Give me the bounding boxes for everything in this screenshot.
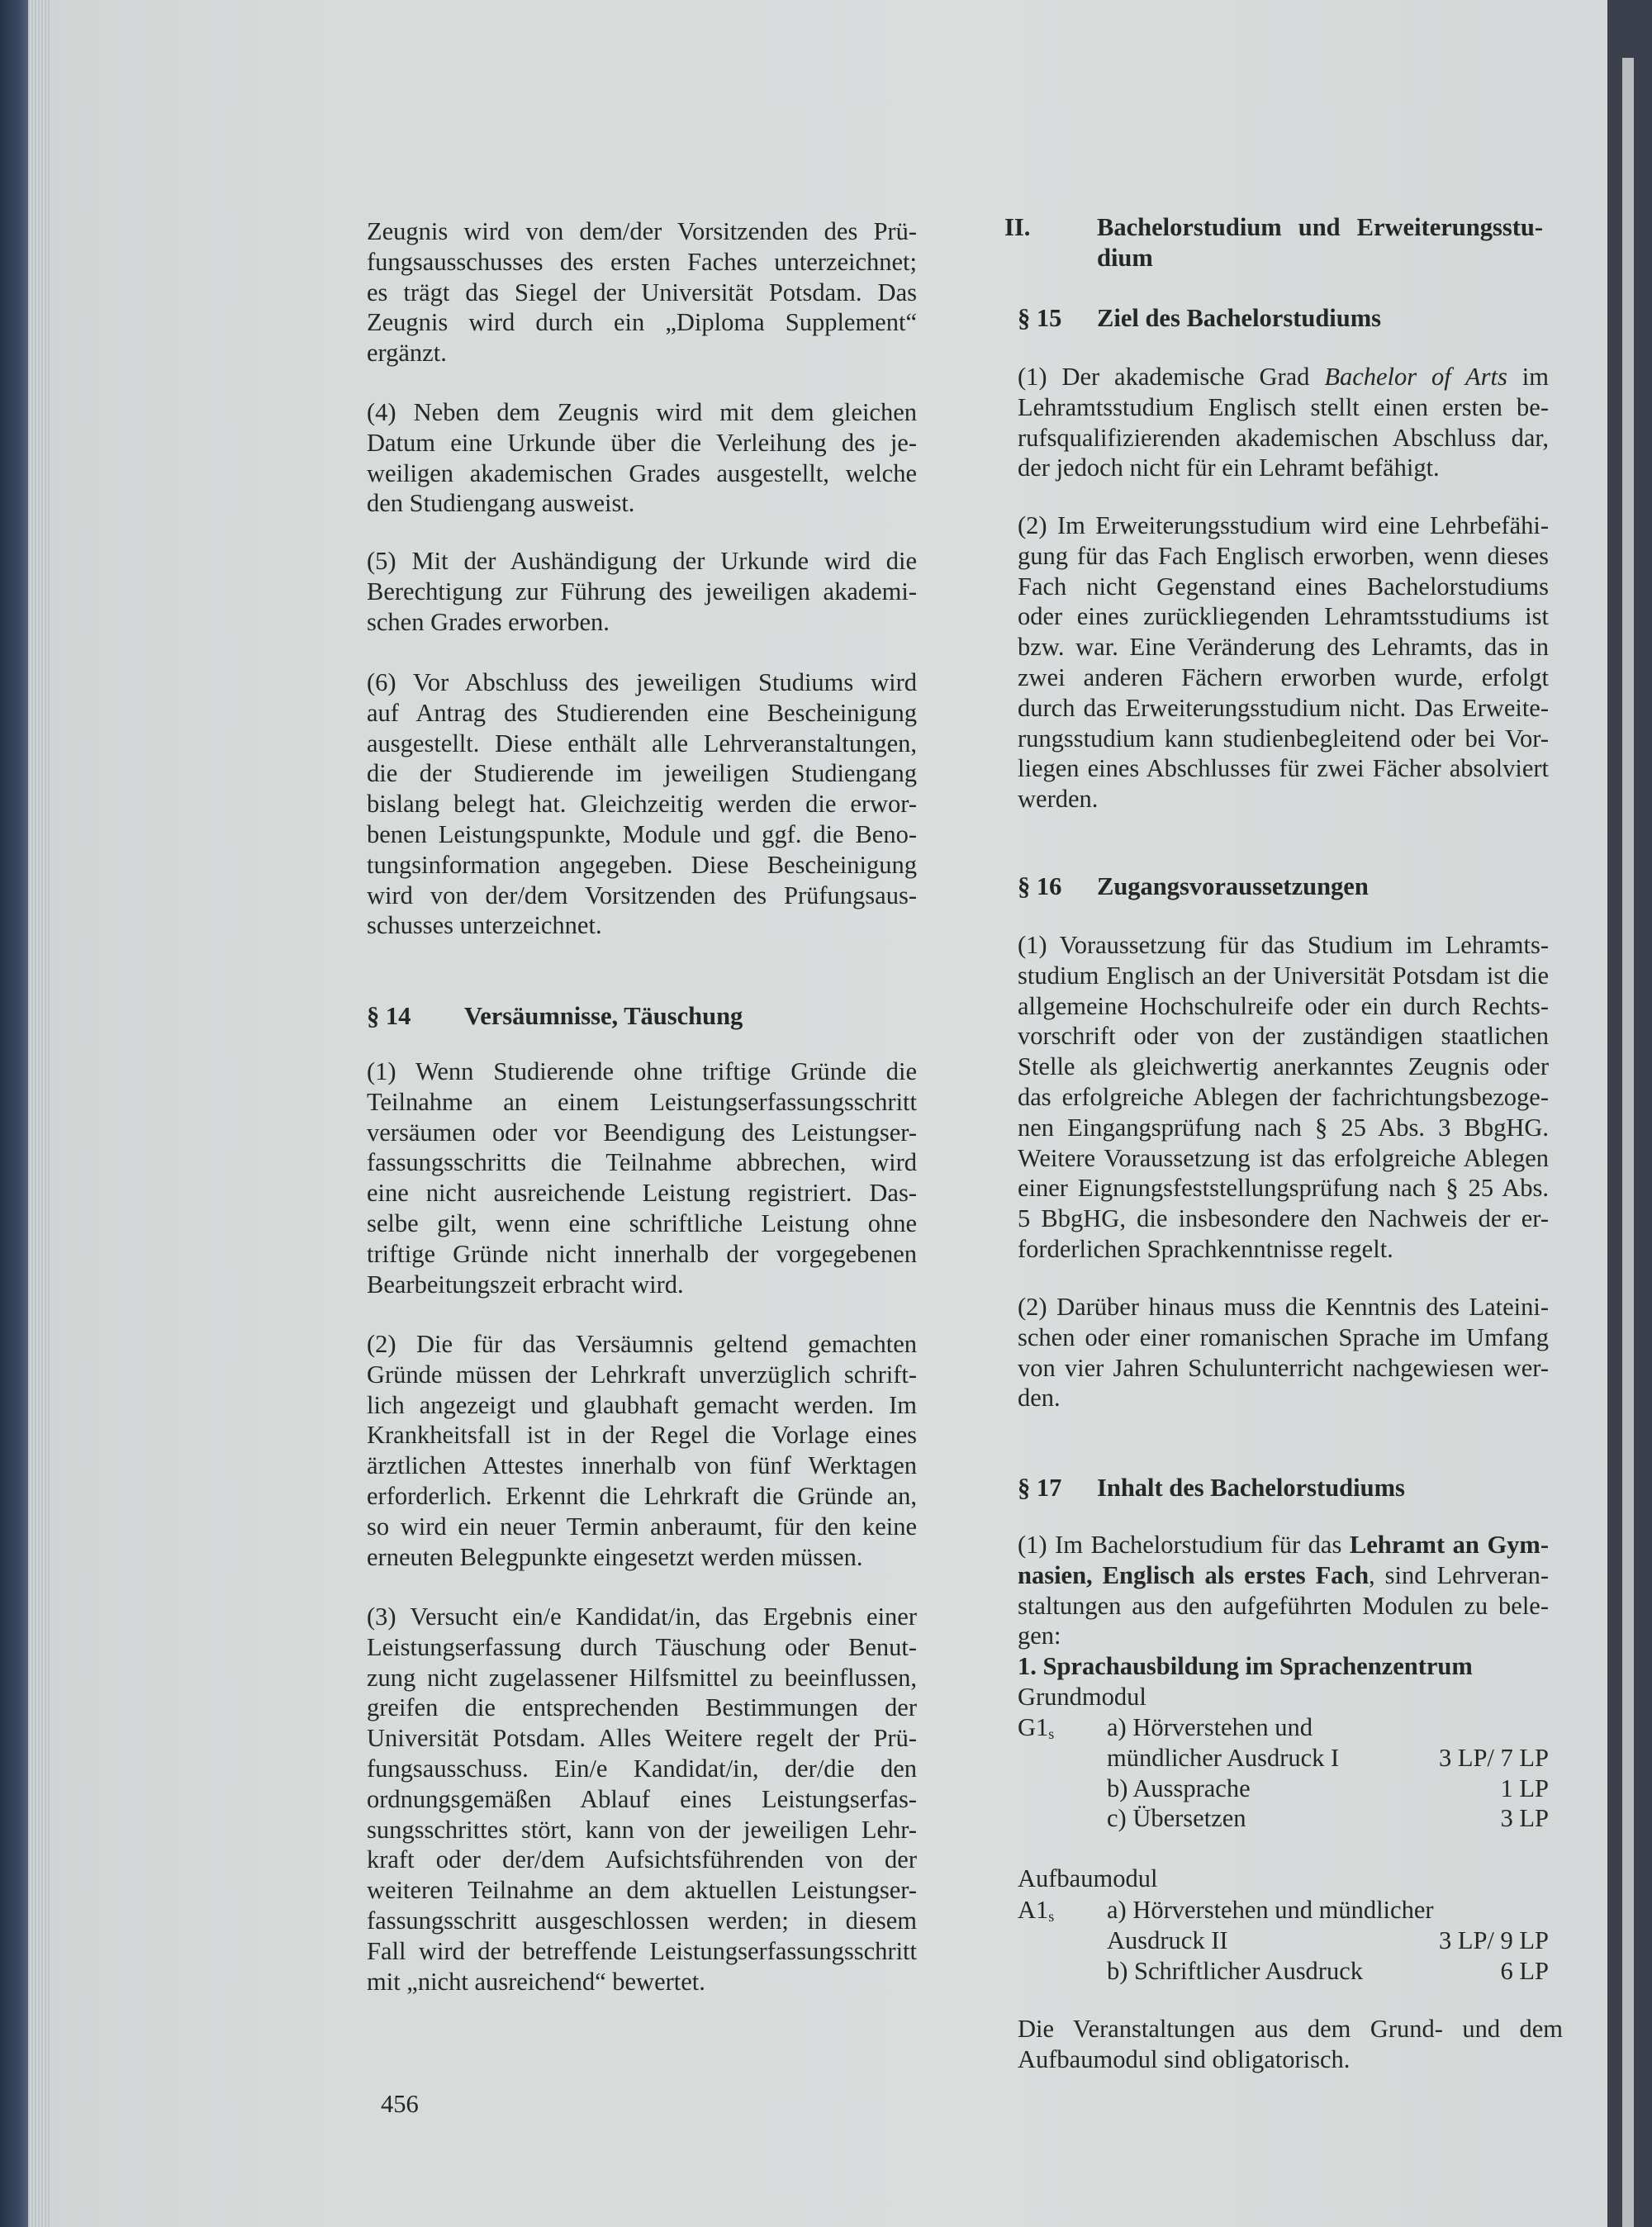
text-line: schen oder einer romanischen Sprache im Umfang — [1018, 1322, 1549, 1351]
text-line: Die Veranstaltungen aus dem Grund- und dem — [1018, 2015, 1563, 2043]
module-item: b) Aussprache — [1107, 1774, 1251, 1802]
section-15-title: Ziel des Bachelorstudiums — [1097, 304, 1382, 332]
paragraph-5 — [367, 546, 917, 637]
paragraph-4 — [367, 397, 917, 519]
paragraph-certificate — [367, 216, 917, 368]
text-line: schusses unterzeichnet. — [367, 911, 602, 940]
text-line: liegen eines Abschlusses für zwei Fächer absolviert — [1018, 754, 1549, 783]
text-line: mit „nicht ausreichend“ bewertet. — [367, 1967, 705, 1996]
module-code — [1018, 1895, 1054, 1932]
paragraph-16-1 — [1018, 930, 1549, 1265]
text-line: gen: — [1018, 1622, 1061, 1650]
module-item: Ausdruck II — [1107, 1925, 1228, 1954]
text-line: Weitere Voraussetzung ist das erfolgreiche Ablegen — [1018, 1143, 1549, 1172]
text-line: den Studiengang ausweist. — [367, 489, 635, 518]
text-line: (4) Neben dem Zeugnis wird mit dem gleichen — [367, 398, 917, 426]
text-line: weiligen akademischen Grades ausgestellt, welche — [367, 458, 917, 487]
text-line: triftige Gründe nicht innerhalb der vorgegebenen — [367, 1239, 917, 1268]
text-line: kraft oder der/dem Aufsichtsführenden von der — [367, 1845, 917, 1874]
bold-text: nasien, Englisch als erstes Fach — [1018, 1560, 1370, 1589]
text-line: (6) Vor Abschluss des jeweiligen Studiums wird — [367, 668, 917, 696]
text-segment: im — [1507, 363, 1549, 391]
text-line: zung nicht zugelassener Hilfsmittel zu beeinflussen, — [367, 1663, 917, 1692]
text-line: ausgestellt. Diese enthält alle Lehrveranstaltungen, — [367, 729, 917, 757]
module-code-text: A1 — [1018, 1896, 1049, 1924]
paragraph-17-1 — [1018, 1530, 1549, 1651]
text-line: (1) Voraussetzung für das Studium im Lehramts- — [1018, 931, 1549, 959]
text-line: Datum eine Urkunde über die Verleihung des je- — [367, 428, 917, 457]
module-code-subscript: s — [1048, 1908, 1055, 1925]
credit-points: 3 LP/ 7 LP — [1438, 1743, 1549, 1772]
text-line: nen Eingangsprüfung nach § 25 Abs. 3 BbgHG. — [1018, 1113, 1549, 1142]
text-line: gung für das Fach Englisch erworben, wenn dieses — [1018, 541, 1549, 570]
text-line: lich angezeigt und glaubhaft gemacht werden. Im — [367, 1390, 917, 1419]
text-line: Stelle als gleichwertig anerkanntes Zeugnis oder — [1018, 1052, 1549, 1081]
text-line: bzw. war. Eine Veränderung des Lehramts, das in — [1018, 633, 1549, 662]
text-line: ordnungsgemäßen Ablauf eines Leistungserfas- — [367, 1784, 917, 1813]
text-line: fungsausschusses des ersten Faches unterzeichnet; — [367, 247, 917, 276]
module-item: c) Übersetzen — [1107, 1804, 1246, 1833]
text-line: Berechtigung zur Führung des jeweiligen akademi- — [367, 577, 917, 605]
text-line: weiteren Teilnahme an dem aktuellen Leistungser- — [367, 1876, 917, 1905]
text-line: fungsausschuss. Ein/e Kandidat/in, der/die den — [367, 1754, 917, 1783]
text-line: Fall wird der betreffende Leistungserfassungsschritt — [367, 1936, 917, 1965]
text-line: greifen die entsprechenden Bestimmungen der — [367, 1693, 917, 1722]
aufbaumodul-label: Aufbaumodul — [1018, 1864, 1158, 1892]
text-segment: (1) Im Bachelorstudium für das — [1018, 1531, 1350, 1559]
text-line: (2) Darüber hinaus muss die Kenntnis des Lateini- — [1018, 1293, 1549, 1321]
text-line: Gründe müssen der Lehrkraft unverzüglich schrift- — [367, 1360, 917, 1389]
section-14-title: Versäumnisse, Täuschung — [464, 1002, 743, 1030]
text-line: Zeugnis wird durch ein „Diploma Supplement“ — [367, 308, 917, 337]
text-line: so wird ein neuer Termin anberaumt, für den keine — [367, 1512, 917, 1541]
subsection-language-training: 1. Sprachausbildung im Sprachenzentrum — [1018, 1652, 1473, 1680]
text-line: rungsstudium kann studienbegleitend oder bei Vor- — [1018, 724, 1549, 753]
text-line: (1) Wenn Studierende ohne triftige Gründe die — [367, 1057, 917, 1085]
text-line: fassungsschritts die Teilnahme abbrechen, wird — [367, 1148, 917, 1177]
book-spine — [0, 0, 28, 2227]
text-line: Fach nicht Gegenstand eines Bachelorstudiums — [1018, 572, 1549, 601]
italic-text: Bachelor of Arts — [1324, 363, 1507, 391]
grundmodul-label: Grundmodul — [1018, 1683, 1146, 1711]
text-segment: (1) Der akademische Grad — [1018, 363, 1325, 391]
text-line: allgemeine Hochschulreife oder ein durch Rechts- — [1018, 991, 1549, 1020]
text-line: erneuten Belegpunkte eingesetzt werden müssen. — [367, 1542, 863, 1571]
part-2-title-line: dium — [1097, 243, 1153, 272]
text-line: selbe gilt, wenn eine schriftliche Leistung ohne — [367, 1208, 917, 1237]
text-segment: , sind Lehrveran- — [1369, 1560, 1549, 1589]
text-line: einer Eignungsfeststellungsprüfung nach § 25 Abs. — [1018, 1174, 1549, 1203]
text-line: (2) Im Erweiterungsstudium wird eine Lehrbefähi- — [1018, 511, 1549, 539]
paragraph-6 — [367, 667, 917, 941]
credit-points: 1 LP — [1500, 1774, 1549, 1802]
paragraph-14-3 — [367, 1602, 917, 1997]
text-line: Universität Potsdam. Alles Weitere regelt der Prü- — [367, 1724, 917, 1753]
text-line: durch das Erweiterungsstudium nicht. Das Erweite- — [1018, 693, 1549, 722]
text-line: fassungsschritt ausgeschlossen werden; in diesem — [367, 1906, 917, 1935]
text-line: Leistungserfassung durch Täuschung oder Benut- — [367, 1632, 917, 1661]
credit-points: 3 LP — [1500, 1804, 1549, 1833]
paragraph-16-2 — [1018, 1292, 1549, 1413]
paragraph-closing — [1018, 2014, 1563, 2075]
part-2-title-line: Bachelorstudium und Erweiterungsstu- — [1097, 213, 1543, 241]
credit-points: 6 LP — [1500, 1956, 1549, 1985]
text-line: von vier Jahren Schulunterricht nachgewiesen wer- — [1018, 1353, 1549, 1382]
text-line: Lehramtsstudium Englisch stellt einen ersten be- — [1018, 392, 1549, 421]
module-item: b) Schriftlicher Ausdruck — [1107, 1956, 1364, 1985]
text-line: studium Englisch an der Universität Potsdam ist die — [1018, 961, 1549, 990]
text-line: rufsqualifizierenden akademischen Abschluss dar, — [1018, 423, 1549, 452]
text-line: zwei anderen Fächern erworben wurde, erfolgt — [1018, 662, 1549, 691]
text-line: die der Studierende im jeweiligen Studiengang — [367, 759, 917, 788]
module-item: mündlicher Ausdruck I — [1107, 1743, 1340, 1772]
text-line: (3) Versucht ein/e Kandidat/in, das Ergebnis einer — [367, 1603, 917, 1631]
paragraph-14-1 — [367, 1057, 917, 1299]
text-line — [1018, 1530, 1549, 1560]
text-line: (5) Mit der Aushändigung der Urkunde wird die — [367, 547, 917, 575]
text-line: den. — [1018, 1384, 1061, 1413]
text-line: benen Leistungspunkte, Module und ggf. die Beno- — [367, 819, 917, 848]
text-line: oder eines zurückliegenden Lehramtsstudiums ist — [1018, 602, 1549, 631]
text-line: sungsschrittes stört, kann von der jeweiligen Lehr- — [367, 1815, 917, 1844]
text-line: (2) Die für das Versäumnis geltend gemachten — [367, 1330, 917, 1358]
text-line: schen Grades erworben. — [367, 607, 610, 636]
part-2-number: II. — [1004, 213, 1031, 241]
text-line: werden. — [1018, 785, 1099, 814]
facing-page-sliver — [1622, 58, 1634, 2227]
text-line: bislang belegt hat. Gleichzeitig werden die erwor- — [367, 790, 917, 819]
section-14-number: § 14 — [367, 1002, 411, 1030]
module-code-text: G1 — [1018, 1713, 1049, 1741]
text-line: eine nicht ausreichende Leistung registriert. Das- — [367, 1179, 917, 1208]
section-16-title: Zugangsvoraussetzungen — [1097, 872, 1369, 900]
text-line — [1018, 1560, 1549, 1591]
section-17-title: Inhalt des Bachelorstudiums — [1097, 1474, 1405, 1502]
text-line: staltungen aus den aufgeführten Modulen zu bele- — [1018, 1591, 1549, 1620]
text-line: Zeugnis wird von dem/der Vorsitzenden des Prü- — [367, 217, 917, 245]
text-line: wird von der/dem Vorsitzenden des Prüfungsaus- — [367, 881, 917, 909]
paragraph-14-2 — [367, 1329, 917, 1572]
text-line: das erfolgreiche Ablegen der fachrichtungsbezoge- — [1018, 1082, 1549, 1111]
credit-points: 3 LP/ 9 LP — [1438, 1925, 1549, 1954]
text-line: Aufbaumodul sind obligatorisch. — [1018, 2044, 1351, 2073]
module-item: a) Hörverstehen und — [1107, 1713, 1313, 1741]
text-line: 5 BbgHG, die insbesondere den Nachweis der er- — [1018, 1204, 1549, 1233]
text-line: auf Antrag des Studierenden eine Bescheinigung — [367, 698, 917, 727]
section-16-number: § 16 — [1018, 872, 1062, 900]
section-17-number: § 17 — [1018, 1474, 1062, 1502]
text-line: ergänzt. — [367, 339, 447, 368]
text-line: vorschrift oder von der zuständigen staatlichen — [1018, 1022, 1549, 1051]
bold-text: Lehramt an Gym- — [1349, 1531, 1549, 1559]
text-line: forderlichen Sprachkenntnisse regelt. — [1018, 1234, 1393, 1263]
paragraph-15-1 — [1018, 362, 1549, 483]
module-item: a) Hörverstehen und mündlicher — [1107, 1896, 1434, 1924]
module-code-subscript: s — [1048, 1726, 1055, 1742]
text-line: ärztlichen Attestes innerhalb von fünf Werktagen — [367, 1451, 917, 1480]
text-line: tungsinformation angegeben. Diese Bescheinigung — [367, 850, 917, 879]
page-number: 456 — [381, 2090, 419, 2118]
part-2-title — [1097, 212, 1543, 273]
text-line: Teilnahme an einem Leistungserfassungsschritt — [367, 1087, 917, 1116]
module-code — [1018, 1712, 1054, 1750]
text-line: Bearbeitungszeit erbracht wird. — [367, 1270, 684, 1299]
text-line: versäumen oder vor Beendigung des Leistungser- — [367, 1118, 917, 1147]
text-line: der jedoch nicht für ein Lehramt befähigt. — [1018, 453, 1440, 482]
text-line: es trägt das Siegel der Universität Potsdam. Das — [367, 278, 917, 306]
paragraph-15-2 — [1018, 510, 1549, 814]
text-line — [1018, 362, 1549, 392]
text-line: Krankheitsfall ist in der Regel die Vorlage eines — [367, 1421, 917, 1450]
section-15-number: § 15 — [1018, 304, 1062, 332]
text-line: erforderlich. Erkennt die Lehrkraft die Gründe an, — [367, 1481, 917, 1510]
page-edges — [28, 0, 50, 2227]
